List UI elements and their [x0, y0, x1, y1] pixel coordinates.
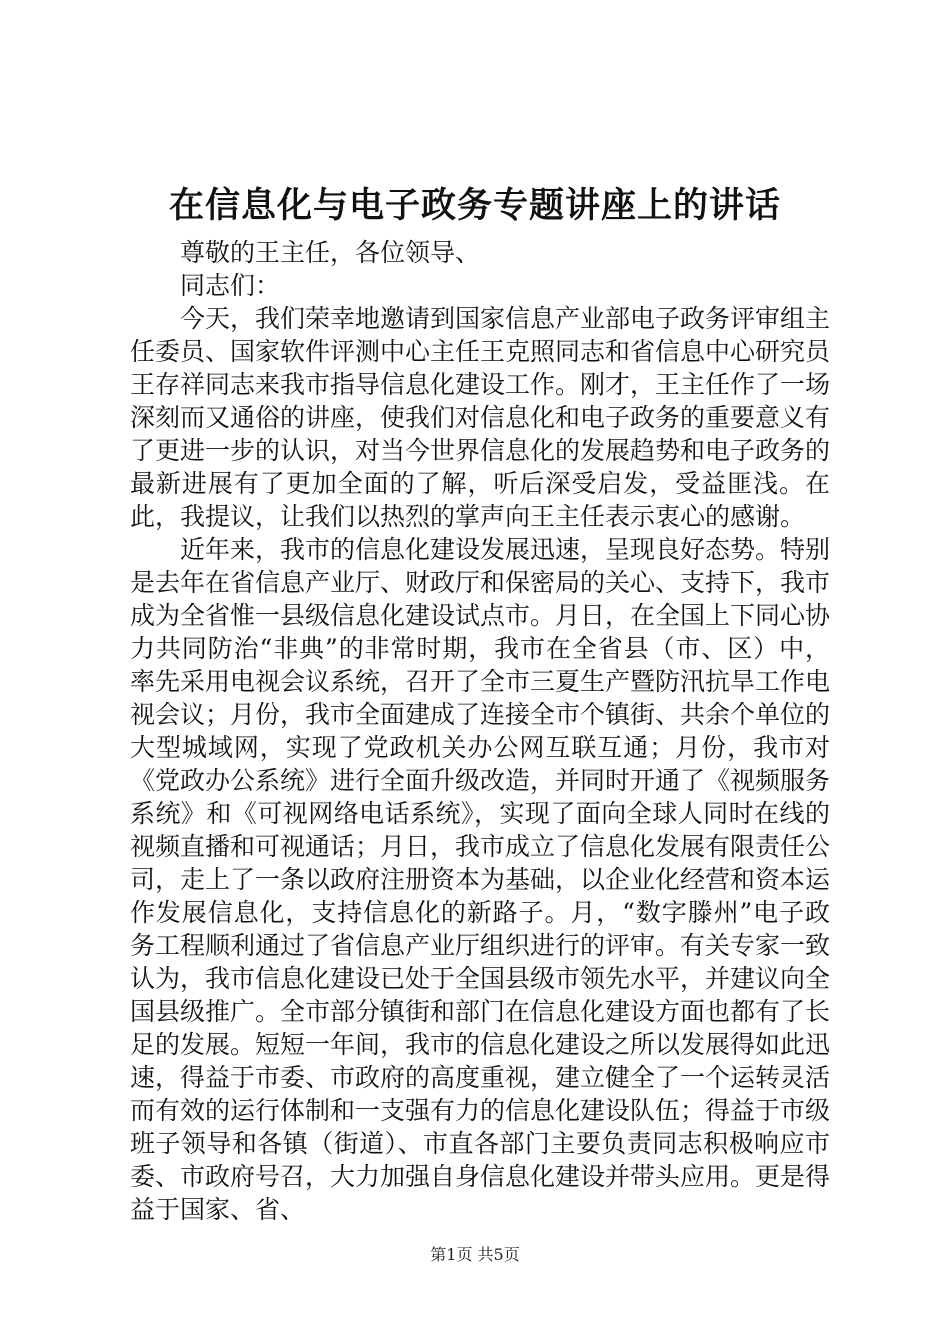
salutation-line: 同志们：	[180, 271, 281, 300]
body-paragraph: 今天，我们荣幸地邀请到国家信息产业部电子政务评审组主任委员、国家软件评测中心主任王克照同志和省信息中心研究员王存祥同志来我市指导信息化建设工作。刚才，王主任作了一场深刻而又通俗的讲座，使我们对信息化和电子政务的重要意义有了更进一步的认识，对当今世界信息化的发展趋势和电子政务的最新进展有了更加全面的了解，听后深受启发，受益匪浅。在此，我提议，让我们以热烈的掌声向王主任表示衷心的感谢。	[130, 304, 831, 531]
document-body	[130, 236, 830, 1226]
salutation-line: 尊敬的王主任，各位领导、	[180, 238, 481, 267]
page-footer: 第1页 共5页	[430, 1245, 520, 1264]
body-paragraph: 近年来，我市的信息化建设发展迅速，呈现良好态势。特别是去年在省信息产业厅、财政厅和保密局的关心、支持下，我市成为全省惟一县级信息化建设试点市。月日，在全国上下同心协力共同防治“非典”的非常时期，我市在全省县（市、区）中，率先采用电视会议系统，召开了全市三夏生产暨防汛抗旱工作电视会议；月份，我市全面建成了连接全市个镇街、共余个单位的大型城域网，实现了党政机关办公网互联互通；月份，我市对《党政办公系统》进行全面升级改造，并同时开通了《视频服务系统》和《可视网络电话系统》，实现了面向全球人同时在线的视频直播和可视通话；月日，我市成立了信息化发展有限责任公司，走上了一条以政府注册资本为基础，以企业化经营和资本运作发展信息化，支持信息化的新路子。月，“数字滕州”电子政务工程顺利通过了省信息产业厅组织进行的评审。有关专家一致认为，我市信息化建设已处于全国县级市领先水平，并建议向全国县级推广。全市部分镇街和部门在信息化建设方面也都有了长足的发展。短短一年间，我市的信息化建设之所以发展得如此迅速，得益于市委、市政府的高度重视，建立健全了一个运转灵活而有效的运行体制和一支强有力的信息化建设队伍；得益于市级班子领导和各镇（街道）、市直各部门主要负责同志积极响应市委、市政府号召，大力加强自身信息化建设并带头应用。更是得益于国家、省、	[130, 535, 831, 1224]
document-title: 在信息化与电子政务专题讲座上的讲话	[168, 185, 781, 226]
